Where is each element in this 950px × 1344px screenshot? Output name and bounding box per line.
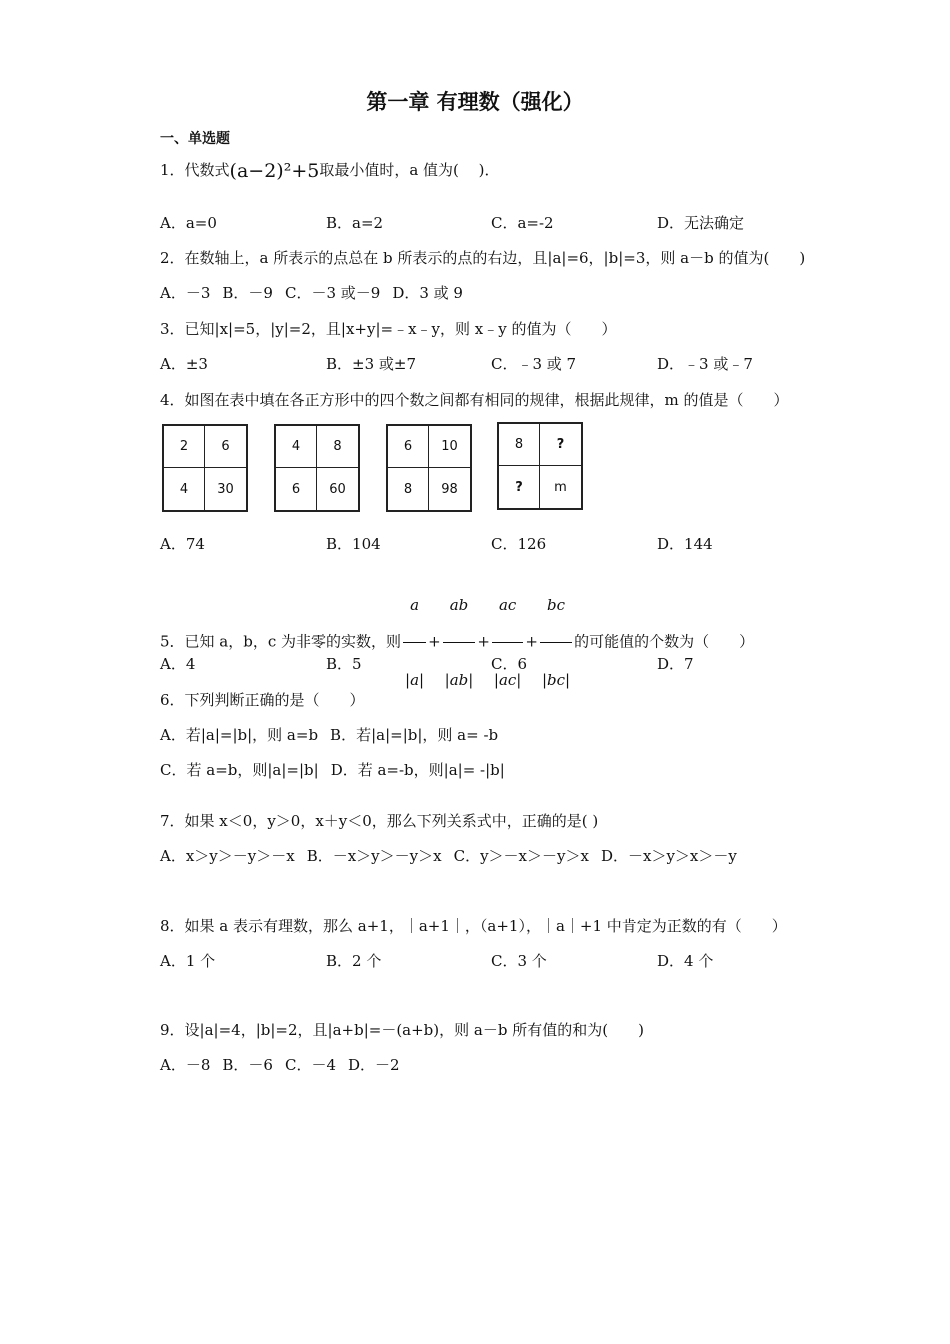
option-a[interactable]: A．a=0 [160, 214, 217, 232]
grid-cell: 4 [164, 468, 205, 510]
grid-cell: 60 [329, 481, 346, 497]
grid-cell: ? [540, 424, 581, 466]
number-grid-3 [386, 424, 472, 512]
fraction-term [443, 570, 476, 715]
option-d[interactable]: D．3 或 9 [392, 284, 463, 302]
option-c[interactable]: C．3 个 [491, 952, 547, 970]
option-c[interactable]: C．－3 或－9 [284, 284, 381, 302]
question-2-options [160, 283, 475, 303]
grid-cell: 98 [441, 481, 458, 497]
option-a[interactable]: A．74 [160, 535, 205, 553]
option-c[interactable]: C．6 [491, 655, 528, 673]
grid-cell: 6 [205, 426, 246, 468]
question-1 [160, 160, 500, 181]
fraction-numerator: a [410, 596, 420, 614]
option-d[interactable]: D．－2 [348, 1056, 400, 1074]
number-grid-1 [162, 424, 248, 512]
number-grid-2 [274, 424, 360, 512]
question-6-options-row-2 [160, 760, 517, 780]
question-7: 7．如果 x＜0，y＞0，x＋y＜0，那么下列关系式中，正确的是( ) [160, 812, 599, 830]
grid-cell: 8 [388, 468, 429, 510]
option-c[interactable]: C．a=-2 [491, 214, 554, 232]
plus-sign: + [428, 632, 441, 651]
option-a[interactable]: A．－8 [160, 1056, 211, 1074]
option-d[interactable]: D．若 a=-b，则|a|= -|b| [330, 761, 505, 779]
option-c[interactable]: C．﹣3 或 7 [491, 355, 577, 373]
fraction-term [403, 570, 426, 715]
question-7-options [160, 846, 749, 866]
question-5-prefix: 5．已知 a，b，c 为非零的实数，则 [160, 632, 402, 651]
option-b[interactable]: B．2 个 [326, 952, 382, 970]
fraction-numerator: ac [498, 596, 517, 614]
option-a[interactable]: A．若|a|=|b|，则 a=b [160, 726, 319, 744]
option-a[interactable]: A．x＞y＞－y＞－x [160, 847, 295, 865]
question-5-suffix: 的可能值的个数为（ ） [574, 632, 755, 651]
grid-cell: 6 [276, 468, 317, 510]
option-d[interactable]: D．－x＞y＞x＞－y [600, 847, 737, 865]
question-9: 9．设|a|=4，|b|=2，且|a+b|=－(a+b)，则 a－b 所有值的和为( ) [160, 1021, 644, 1039]
question-1-suffix: 取最小值时，a 值为( )． [319, 161, 500, 179]
option-d[interactable]: D．4 个 [657, 952, 714, 970]
fraction-term [540, 570, 572, 715]
question-4: 4．如图在表中填在各正方形中的四个数之间都有相同的规律，根据此规律，m 的值是（ ） [160, 391, 789, 409]
question-8: 8．如果 a 表示有理数，那么 a+1，｜a+1｜，（a+1），｜a｜+1 中肯定为正数的有（ ） [160, 917, 787, 935]
question-3: 3．已知|x|=5，|y|=2，且|x+y|=﹣x﹣y，则 x﹣y 的值为（ ） [160, 320, 617, 338]
fraction-denominator: |ac| [492, 642, 523, 715]
option-b[interactable]: B．－x＞y＞－y＞x [306, 847, 442, 865]
option-d[interactable]: D．144 [657, 535, 713, 553]
fraction-term [492, 570, 523, 715]
number-grid-4 [497, 422, 583, 510]
option-a[interactable]: A．－3 [160, 284, 211, 302]
option-d[interactable]: D．7 [657, 655, 694, 673]
option-b[interactable]: B．若|a|=|b|，则 a= -b [330, 726, 499, 744]
fraction-denominator: |ab| [443, 642, 476, 715]
question-9-options [160, 1055, 412, 1075]
option-c[interactable]: C．y＞－x＞－y＞x [453, 847, 589, 865]
grid-cell: ? [499, 466, 540, 508]
question-6-options-row-1 [160, 725, 510, 745]
option-a[interactable]: A．4 [160, 655, 196, 673]
question-6: 6．下列判断正确的是（ ） [160, 691, 365, 709]
page-title: 第一章 有理数（强化） [366, 90, 584, 114]
option-c[interactable]: C．126 [491, 535, 547, 553]
option-d[interactable]: D．无法确定 [657, 214, 745, 232]
option-a[interactable]: A．1 个 [160, 952, 216, 970]
option-b[interactable]: B．a=2 [326, 214, 384, 232]
option-c[interactable]: C．－4 [284, 1056, 336, 1074]
plus-sign: + [525, 632, 538, 651]
grid-cell: m [554, 479, 567, 495]
grid-cell: 2 [164, 426, 205, 468]
section-heading: 一、单选题 [160, 131, 230, 147]
option-b[interactable]: B．－6 [222, 1056, 273, 1074]
option-a[interactable]: A．±3 [160, 355, 208, 373]
question-2: 2．在数轴上，a 所表示的点总在 b 所表示的点的右边，且|a|=6，|b|=3，则 a－b 的值为( ) [160, 249, 806, 267]
option-c[interactable]: C．若 a=b，则|a|=|b| [160, 761, 319, 779]
grid-cell: 30 [217, 481, 234, 497]
option-b[interactable]: B．±3 或±7 [326, 355, 417, 373]
fraction-numerator: bc [546, 596, 565, 614]
option-d[interactable]: D．﹣3 或﹣7 [657, 355, 753, 373]
plus-sign: + [477, 632, 490, 651]
fraction-denominator: |a| [403, 642, 426, 715]
option-b[interactable]: B．5 [326, 655, 362, 673]
grid-cell: 4 [276, 426, 317, 468]
grid-cell: 8 [499, 424, 540, 466]
grid-cell: 6 [388, 426, 429, 468]
fraction-numerator: ab [449, 596, 469, 614]
grid-cell: 8 [317, 426, 358, 468]
question-1-expression: (a−2)²+5 [229, 160, 320, 182]
option-b[interactable]: B．104 [326, 535, 381, 553]
fraction-denominator: |bc| [540, 642, 572, 715]
question-1-prefix: 1．代数式 [160, 161, 230, 179]
grid-cell: 10 [429, 426, 470, 468]
option-b[interactable]: B．－9 [222, 284, 273, 302]
